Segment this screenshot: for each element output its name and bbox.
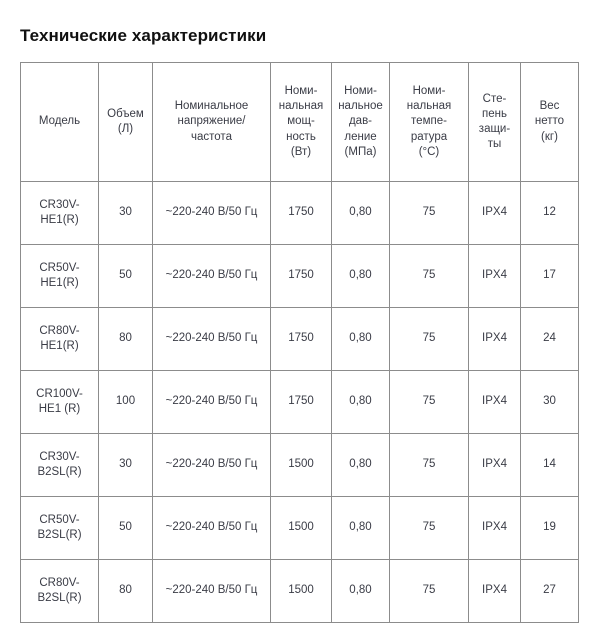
column-header-ip [469, 63, 521, 182]
table-row [21, 182, 579, 245]
cell-power: 1500 [271, 497, 332, 560]
cell-temp: 75 [390, 371, 469, 434]
cell-voltage: ~220-240 В/50 Гц [153, 371, 271, 434]
cell-line: CR100V- [36, 387, 83, 400]
cell-model [21, 308, 99, 371]
cell-temp: 75 [390, 497, 469, 560]
cell-power: 1750 [271, 371, 332, 434]
cell-ip: IPX4 [469, 245, 521, 308]
column-header-line: Номи- [344, 85, 377, 98]
cell-weight: 24 [521, 308, 579, 371]
cell-volume: 50 [99, 245, 153, 308]
column-header-line: (Л) [117, 123, 134, 135]
column-header-line: темпе- [411, 115, 447, 128]
cell-line: CR30V- [39, 198, 80, 211]
column-header-line: ты [487, 138, 502, 151]
cell-model [21, 245, 99, 308]
cell-temp: 75 [390, 434, 469, 497]
column-header-line: (Вт) [290, 145, 312, 158]
cell-weight: 14 [521, 434, 579, 497]
cell-volume: 30 [99, 182, 153, 245]
cell-line: B2SL(R) [37, 592, 82, 604]
cell-pressure: 0,80 [332, 497, 390, 560]
column-header-line: Вес [539, 100, 560, 113]
column-header-line: частота [191, 130, 232, 143]
cell-pressure: 0,80 [332, 434, 390, 497]
cell-pressure: 0,80 [332, 308, 390, 371]
cell-weight: 17 [521, 245, 579, 308]
column-header-weight [521, 63, 579, 182]
column-header-power [271, 63, 332, 182]
cell-pressure: 0,80 [332, 182, 390, 245]
column-header-line: мощ- [287, 115, 315, 128]
column-header-line: пень [482, 107, 507, 120]
cell-temp: 75 [390, 560, 469, 623]
cell-model [21, 497, 99, 560]
cell-voltage: ~220-240 В/50 Гц [153, 497, 271, 560]
cell-voltage: ~220-240 В/50 Гц [153, 182, 271, 245]
column-header-line: (°С) [418, 145, 440, 158]
table-row [21, 434, 579, 497]
cell-line: HE1(R) [40, 340, 79, 352]
cell-line: CR80V- [39, 324, 80, 337]
cell-line: CR50V- [39, 513, 80, 526]
column-header-line: (кг) [541, 130, 558, 143]
column-header-line: нетто [534, 115, 565, 128]
column-header-line: Номи- [284, 85, 318, 98]
column-header-line: Номи- [412, 85, 446, 98]
cell-temp: 75 [390, 308, 469, 371]
column-header-line: дав- [348, 115, 373, 128]
column-header-line: нальная [406, 100, 452, 113]
cell-line: HE1(R) [40, 214, 79, 226]
table-header [21, 63, 579, 182]
column-header-line: Сте- [482, 92, 507, 105]
cell-voltage: ~220-240 В/50 Гц [153, 434, 271, 497]
cell-line: HE1(R) [40, 277, 79, 289]
specifications-table [20, 62, 579, 623]
table-row [21, 308, 579, 371]
cell-weight: 30 [521, 371, 579, 434]
column-header-volume [99, 63, 153, 182]
cell-pressure: 0,80 [332, 245, 390, 308]
cell-power: 1750 [271, 245, 332, 308]
cell-line: CR50V- [39, 261, 80, 274]
column-header-line: ратура [410, 130, 448, 143]
cell-weight: 27 [521, 560, 579, 623]
cell-voltage: ~220-240 В/50 Гц [153, 245, 271, 308]
table-header-row [21, 63, 579, 182]
column-header-line: защи- [478, 123, 511, 135]
cell-volume: 80 [99, 560, 153, 623]
cell-line: CR80V- [39, 576, 80, 589]
cell-volume: 80 [99, 308, 153, 371]
cell-ip: IPX4 [469, 497, 521, 560]
column-header-line: ность [286, 130, 316, 143]
cell-model [21, 560, 99, 623]
table-body [21, 182, 579, 623]
cell-weight: 19 [521, 497, 579, 560]
cell-voltage: ~220-240 В/50 Гц [153, 308, 271, 371]
column-header-temp [390, 63, 469, 182]
table-row [21, 497, 579, 560]
column-header-pressure [332, 63, 390, 182]
cell-weight: 12 [521, 182, 579, 245]
cell-pressure: 0,80 [332, 371, 390, 434]
cell-volume: 30 [99, 434, 153, 497]
cell-ip: IPX4 [469, 308, 521, 371]
table-row [21, 560, 579, 623]
column-header-line: напряжение/ [177, 115, 246, 128]
column-header-line: нальная [278, 100, 324, 113]
cell-temp: 75 [390, 182, 469, 245]
table-row [21, 245, 579, 308]
cell-power: 1500 [271, 560, 332, 623]
cell-ip: IPX4 [469, 182, 521, 245]
cell-pressure: 0,80 [332, 560, 390, 623]
column-header-line: Объем [107, 107, 144, 120]
cell-temp: 75 [390, 245, 469, 308]
column-header-line: нальное [338, 100, 383, 113]
cell-model [21, 371, 99, 434]
column-header-line: (МПа) [344, 145, 377, 158]
cell-line: HE1 (R) [38, 403, 81, 415]
cell-voltage: ~220-240 В/50 Гц [153, 560, 271, 623]
cell-ip: IPX4 [469, 371, 521, 434]
cell-volume: 100 [99, 371, 153, 434]
cell-power: 1750 [271, 308, 332, 371]
cell-ip: IPX4 [469, 434, 521, 497]
cell-line: B2SL(R) [37, 466, 82, 478]
page-title: Технические характеристики [20, 26, 267, 45]
table-row [21, 371, 579, 434]
cell-ip: IPX4 [469, 560, 521, 623]
cell-model [21, 434, 99, 497]
cell-power: 1750 [271, 182, 332, 245]
cell-model [21, 182, 99, 245]
cell-line: B2SL(R) [37, 529, 82, 541]
cell-line: CR30V- [39, 450, 80, 463]
column-header-line: ление [344, 130, 377, 143]
cell-volume: 50 [99, 497, 153, 560]
column-header-voltage [153, 63, 271, 182]
column-header-line: Номинальное [174, 100, 249, 113]
column-header-model [21, 63, 99, 182]
cell-power: 1500 [271, 434, 332, 497]
column-header-line: Модель [38, 115, 81, 128]
